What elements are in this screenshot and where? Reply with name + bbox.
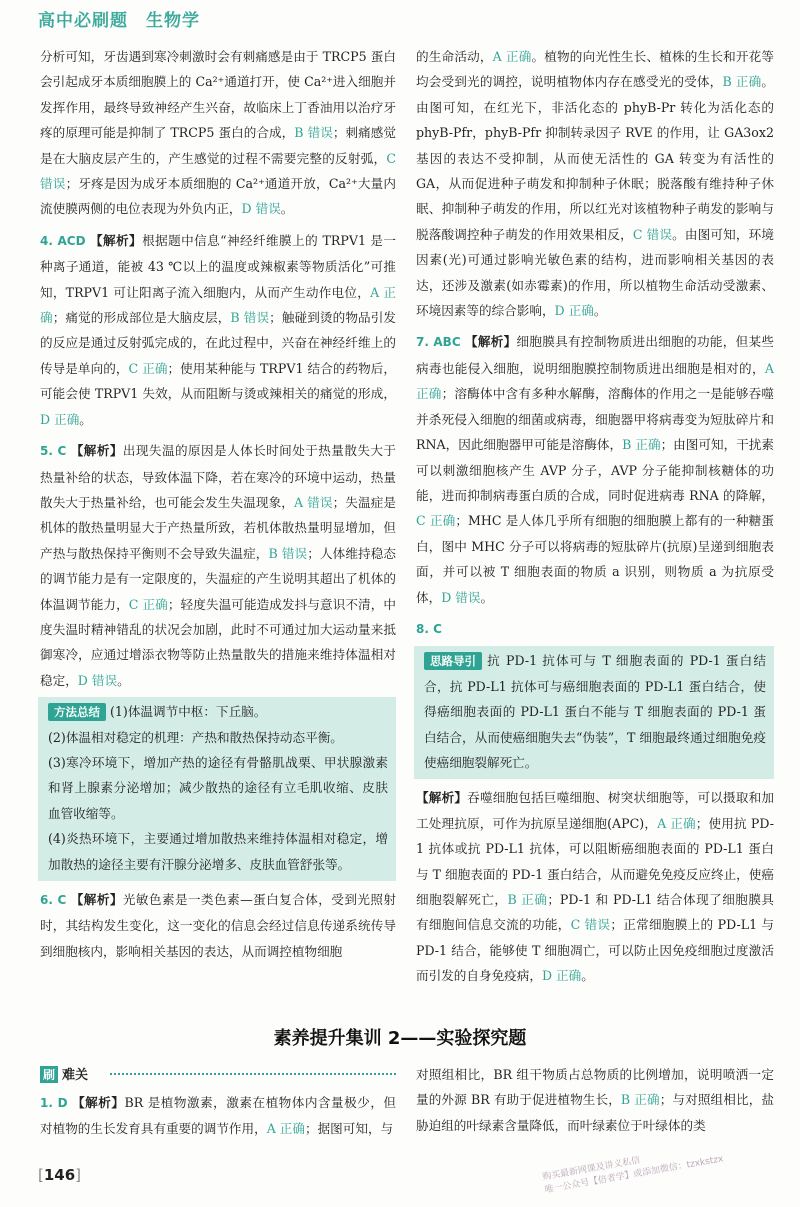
text-segment: ；使用某种能与 TRPV1 结合的药物后，可能会使 TRPV1 失效，从而阻断与烫或辣相关的痛觉的形成，: [40, 360, 396, 402]
method-item: (2)体温相对稳定的机理：产热和散热保持动态平衡。: [48, 729, 343, 745]
q5-tag: 【解析】: [70, 443, 123, 459]
verdict: C 错误: [570, 917, 611, 933]
level-text: 难关: [62, 1068, 89, 1083]
q5-text: [40, 443, 396, 688]
verdict: C 正确: [416, 513, 456, 529]
text-segment: ；据图可知，与: [304, 1121, 394, 1137]
verdict: D 正确: [541, 968, 582, 984]
level-label: [40, 1064, 88, 1083]
text-segment: 对照组相比，BR 组干物质占总物质的比例增加，说明喷洒一定量的外源 BR 有助于促进植物生长，: [416, 1067, 774, 1108]
text-segment: ；MHC 是人体几乎所有细胞的细胞膜上都有的一种糖蛋白，图中 MHC 分子可以将病毒的短肽碎片(抗原)呈递到细胞表面，并可以被 T 细胞表面的物质 a 识别，则物质 a 为抗原受体，: [416, 513, 774, 605]
verdict: B 正确: [620, 1092, 660, 1108]
bottom-right-column: [416, 1062, 774, 1138]
text-segment: ；刺痛感觉是在大脑皮层产生的，产生感觉的过程不需要完整的反射弧，: [40, 125, 396, 166]
q8-answer: [416, 785, 774, 988]
text-segment: ；由图可知，干扰素可以刺激细胞核产生 AVP 分子，AVP 分子能抑制核糖体的功能，进而抑制病毒蛋白质的合成，同时促进病毒 RNA 的降解，: [416, 437, 774, 503]
verdict: B 正确: [722, 74, 762, 90]
q6-continuation: [416, 44, 774, 323]
section-title: 素养提升集训 2——实验探究题: [273, 1028, 527, 1049]
verdict: B 错误: [230, 310, 270, 326]
book-header: 高中必刷题 生物学: [38, 11, 200, 31]
text-segment: 。: [581, 968, 594, 984]
method-summary-label: 方法总结: [48, 703, 106, 721]
q8-tag: 【解析】: [416, 790, 468, 806]
verdict: C 错误: [40, 150, 396, 192]
text-segment: 。植物的向光性生长、植株的生长和开花等均会受到光的调控，说明植物体内存在感受光的受体，: [416, 49, 775, 90]
level-divider: [110, 1073, 396, 1075]
text-segment: 根据题中信息“神经纤维膜上的 TRPV1 是一种离子通道，能被 43 ℃以上的温度或辣椒素等物质活化”可推知，TRPV1 可让阳离子流入细胞内，从而产生动作电位，: [40, 232, 397, 300]
q4-tag: 【解析】: [90, 232, 143, 248]
method-summary-box: [38, 697, 396, 881]
verdict: D 错误: [441, 589, 481, 605]
s2-q1-number: 1. D: [40, 1096, 68, 1110]
method-item: (4)炎热环境下，主要通过增加散热来维持体温相对稳定，增加散热的途径主要有汗腺分泌增多、皮肤血管舒张等。: [48, 831, 388, 872]
verdict: C 错误: [632, 226, 673, 242]
verdict: A 正确: [492, 49, 532, 64]
text-segment: 。: [593, 303, 607, 319]
left-column: [40, 44, 396, 964]
verdict: B 正确: [622, 437, 661, 453]
verdict: C 正确: [128, 596, 168, 612]
q7-tag: 【解析】: [464, 334, 517, 350]
verdict: B 正确: [507, 892, 548, 907]
q5-number: 5. C: [40, 444, 67, 459]
text-segment: 的生命活动，: [416, 49, 493, 64]
text-segment: ；触碰到烫的物品引发的反应是通过反射弧完成的，在此过程中，兴奋在神经纤维上的传导是单向的，: [40, 310, 397, 376]
verdict: D 错误: [241, 201, 281, 217]
thinking-guide-box: [414, 646, 774, 779]
q8-text: [416, 790, 774, 983]
verdict: D 正确: [554, 303, 594, 319]
thinking-guide-label: 思路导引: [424, 652, 482, 670]
verdict: D 错误: [77, 672, 118, 688]
text-segment: 光敏色素是一类色素—蛋白复合体，受到光照射时，其结构发生变化，这一变化的信息会经过信息传递系统传导到细胞核内，影响相关基因的表达，从而调控植物细胞: [40, 892, 396, 959]
q8-number: 8. C: [416, 621, 442, 636]
text-segment: 。: [117, 672, 130, 688]
text-segment: ；溶酶体中含有多种水解酶，溶酶体的作用之一是能够吞噬并杀死侵入细胞的细菌或病毒，细胞器甲将病毒变为短肽碎片和 RNA，因此细胞器甲可能是溶酶体，: [416, 386, 775, 453]
text-segment: ；痛觉的形成部位是大脑皮层，: [52, 310, 231, 326]
method-item: (3)寒冷环境下，增加产热的途径有骨骼肌战栗、甲状腺激素和肾上腺素分泌增加；减少散热的途径有立毛肌收缩、皮肤血管收缩等。: [48, 754, 388, 821]
text-segment: ；人体维持稳态的调节能力是有一定限度的，失温症的产生说明其超出了机体的体温调节能力，: [40, 545, 397, 612]
right-column: [416, 44, 774, 989]
text-segment: 。: [280, 201, 294, 217]
text-segment: ；使用抗 PD-1 抗体或抗 PD-L1 抗体，可以阻断癌细胞表面的 PD-L1 蛋白与 T 细胞表面的 PD-1 蛋白结合，从而避免免疫反应终止，使癌细胞裂解死亡，: [416, 815, 774, 907]
text-segment: 。由图可知，环境因素(光)可通过影响光敏色素的结构，进而影响相关基因的表达，还涉及激素(如赤霉素)的作用，所以植物生命活动受激素、环境因素等的综合影响，: [416, 226, 775, 319]
watermark: 购买最新网课及讲义私信 唯一公众号【倍者学】或添加微信：tzxkstzx: [541, 1154, 725, 1196]
s2-q1-answer: [40, 1090, 396, 1142]
text-segment: 出现失温的原因是人体长时间处于热量散失大于热量补给的状态，导致体温下降，若在寒冷的环境中运动，热量散失大于热量补给，也可能会发生失温现象，: [40, 443, 396, 510]
verdict: A 错误: [294, 494, 333, 510]
verdict: C 正确: [128, 360, 168, 376]
q4-answer: [40, 228, 396, 432]
text-segment: ；与对照组相比，盐胁迫组的叶绿素含量降低，而叶绿素位于叶绿体的类: [416, 1092, 774, 1133]
text-segment: BR 是植物激素，激素在植物体内含量极少，但对植物的生长发育具有重要的调节作用，: [40, 1095, 397, 1137]
verdict: A 正确: [657, 815, 696, 831]
q7-answer: [416, 329, 774, 609]
bottom-left-column: [40, 1090, 396, 1142]
q7-number: 7. ABC: [416, 335, 461, 350]
text-segment: ；PD-1 和 PD-L1 结合体现了细胞膜具有细胞间信息交流的功能，: [416, 892, 774, 933]
q3-continuation: [40, 44, 396, 222]
method-item: (1)体温调节中枢：下丘脑。: [110, 704, 267, 720]
text-segment: ；轻度失温可能造成发抖与意识不清，中度失温时精神错乱的状况会加剧，此时不可通过加大运动量来抵御寒冷，应通过增添衣物等防止热量散失的措施来维持体温相对稳定，: [40, 596, 397, 688]
verdict: A 正确: [40, 284, 396, 326]
verdict: D 正确: [40, 411, 80, 427]
q6-tag: 【解析】: [70, 892, 123, 907]
text-segment: 吞噬细胞包括巨噬细胞、树突状细胞等，可以摄取和加工处理抗原，可作为抗原呈递细胞(APC)，: [416, 790, 775, 831]
q4-text: [40, 233, 396, 427]
q6-answer: [40, 887, 396, 964]
s2-q1-tag: 【解析】: [72, 1095, 125, 1110]
thinking-guide-text: 抗 PD-1 抗体可与 T 细胞表面的 PD-1 蛋白结合，抗 PD-L1 抗体可与癌细胞表面的 PD-L1 蛋白结合，使得癌细胞表面的 PD-L1 蛋白不能与 T 细胞表面的 PD-1 蛋白结合，从而使癌细胞失去“伪装”，T 细胞最终通过细胞免疫使癌细胞裂解死亡。: [424, 653, 766, 770]
text-segment: 。由图可知，在红光下，非活化态的 phyB-Pr 转化为活化态的 phyB-Pfr，phyB-Pfr 抑制转录因子 RVE 的作用，让 GA3ox2 基因的表达不受抑制，从而使无活性的 GA 转变为有活性的 GA，从而促进种子萌发和抑制种子休眠；脱落酸有维持种子休眠、抑制种子萌发的作用，所以红光对该植物种子萌发的影响与脱落酸调控种子萌发的作用效果相反，: [416, 74, 774, 242]
s2-q1-continuation: [416, 1062, 774, 1138]
q5-answer: [40, 438, 396, 693]
page-number-value: 146: [43, 1166, 76, 1184]
shua-badge: 刷: [40, 1066, 58, 1083]
text-segment: 分析可知，牙齿遇到寒冷刺激时会有刺痛感是由于 TRCP5 蛋白会引起成牙本质细胞膜上的 Ca²⁺通道打开，使 Ca²⁺进入细胞并发挥作用，最终导致神经产生兴奋，故临床上丁香油用以治疗牙疼的原理可能是抑制了 TRCP5 蛋白的合成，: [40, 49, 396, 141]
text-segment: ；牙疼是因为成牙本质细胞的 Ca²⁺通道开放，Ca²⁺大量内流使膜两侧的电位表现为外负内正，: [40, 176, 396, 217]
q6-number: 6. C: [40, 893, 67, 907]
text-segment: 。: [480, 589, 494, 605]
q7-text: [416, 334, 774, 604]
text-segment: 。: [79, 411, 92, 427]
text-segment: 细胞膜具有控制物质进出细胞的功能，但某些病毒也能侵入细胞，说明细胞膜控制物质进出细胞是相对的，: [416, 334, 775, 376]
text-segment: ；正常细胞膜上的 PD-L1 与 PD-1 结合，能够使 T 细胞凋亡，可以防止因免疫细胞过度激活而引发的自身免疫病，: [416, 917, 774, 984]
text-segment: ；失温症是机体的散热量明显大于产热量所致，若机体散热量明显增加，但产热与散热保持平衡则不会导致失温症，: [40, 494, 397, 561]
q4-number: 4. ACD: [40, 233, 86, 248]
verdict: A 正确: [266, 1121, 305, 1137]
page-number: [146]: [38, 1166, 82, 1184]
verdict: B 错误: [268, 545, 308, 561]
q8-number-line: [416, 616, 774, 642]
verdict: A 正确: [416, 360, 774, 402]
verdict: B 错误: [294, 125, 333, 141]
